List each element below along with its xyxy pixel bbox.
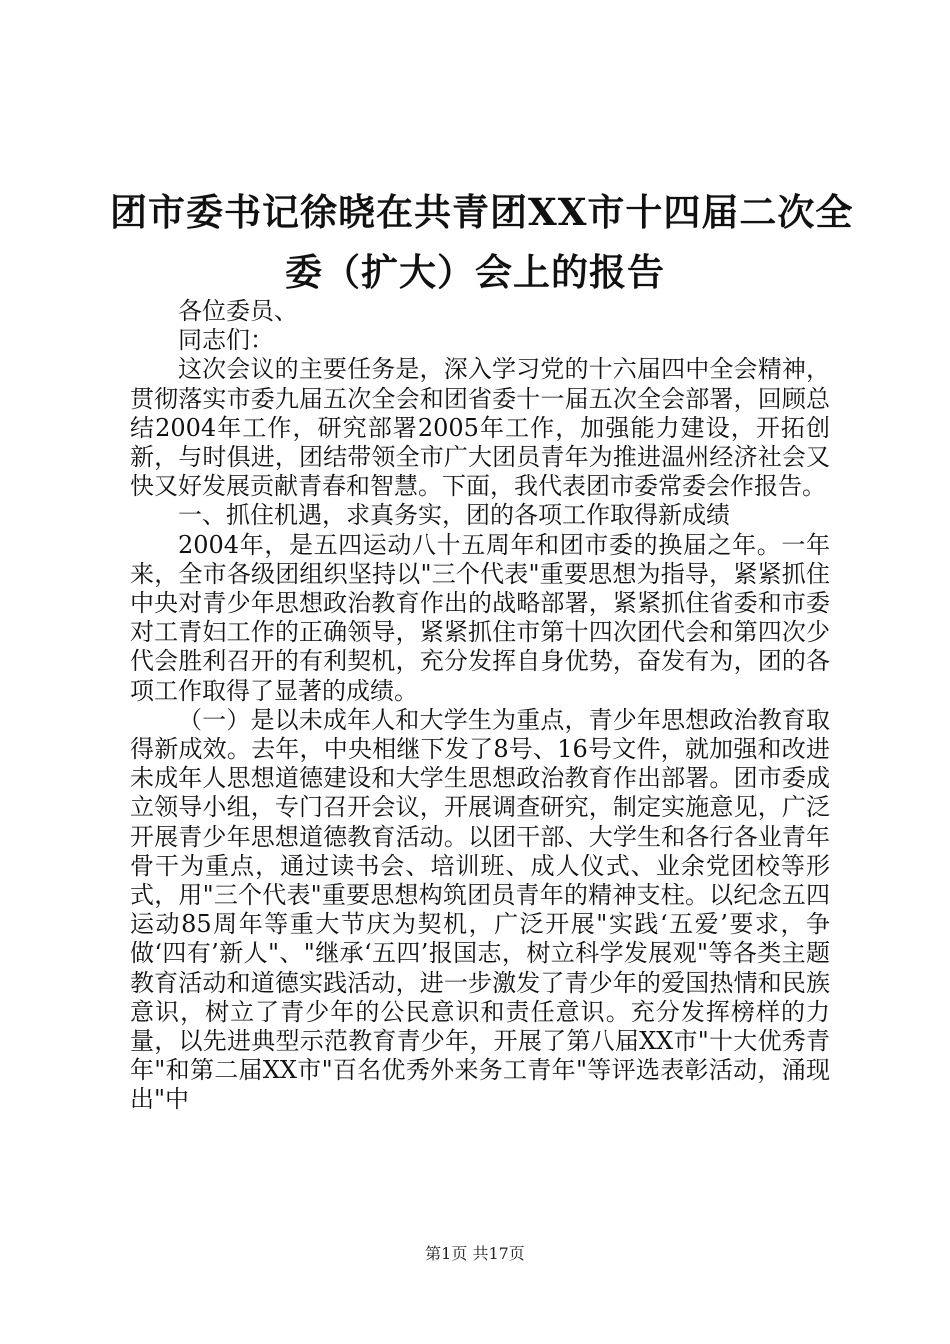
paragraph-2004-summary: 2004年，是五四运动八十五周年和团市委的换届之年。一年来，全市各级团组织坚持以"三个代表"重要思想为指导，紧紧抓住中央对青少年思想政治教育作出的战略部署，紧紧抓住省委和市委对工青妇工作的正确领导，紧紧抓住市第十四次团代会和第四次少代会胜利召开的有利契机，充分发挥自身优势，奋发有为，团的各项工作取得了显著的成绩。 (130, 530, 830, 705)
paragraph-youth-education: （一）是以未成年人和大学生为重点，青少年思想政治教育取得新成效。去年，中央相继下发了8号、16号文件，就加强和改进未成年人思想道德建设和大学生思想政治教育作出部署。团市委成立领导小组，专门召开会议，开展调查研究，制定实施意见，广泛开展青少年思想道德教育活动。以团干部、大学生和各行各业青年骨干为重点，通过读书会、培训班、成人仪式、业余党团校等形式，用"三个代表"重要思想构筑团员青年的精神支柱。以纪念五四运动85周年等重大节庆为契机，广泛开展"实践‘五爱’要求，争做‘四有’新人"、"继承‘五四’报国志，树立科学发展观"等各类主题教育活动和道德实践活动，进一步激发了青少年的爱国热情和民族意识，树立了青少年的公民意识和责任意识。充分发挥榜样的力量，以先进典型示范教育青少年，开展了第八届XX市"十大优秀青年"和第二届XX市"百名优秀外来务工青年"等评选表彰活动，涌现出"中 (130, 705, 830, 1114)
document-body (130, 297, 830, 1115)
salutation-line-2: 同志们： (178, 326, 274, 355)
salutation-line-1: 各位委员、 (178, 297, 298, 325)
document-title-line-1: 团市委书记徐晓在共青团XX市十四届二次全 (110, 190, 854, 234)
document-title-line-2: 委（扩大）会上的报告 (285, 250, 665, 294)
paragraph-intro: 这次会议的主要任务是，深入学习党的十六届四中全会精神，贯彻落实市委九届五次全会和团省委十一届五次全会部署，回顾总结2004年工作，研究部署2005年工作，加强能力建设，开拓创新，与时俱进，团结带领全市广大团员青年为推进温州经济社会又快又好发展贡献青春和智慧。下面，我代表团市委常委会作报告。 (130, 355, 830, 501)
page-footer: 第1页 共17页 (425, 1244, 525, 1263)
section-heading-1: 一、抓住机遇，求真务实，团的各项工作取得新成绩 (178, 501, 730, 530)
